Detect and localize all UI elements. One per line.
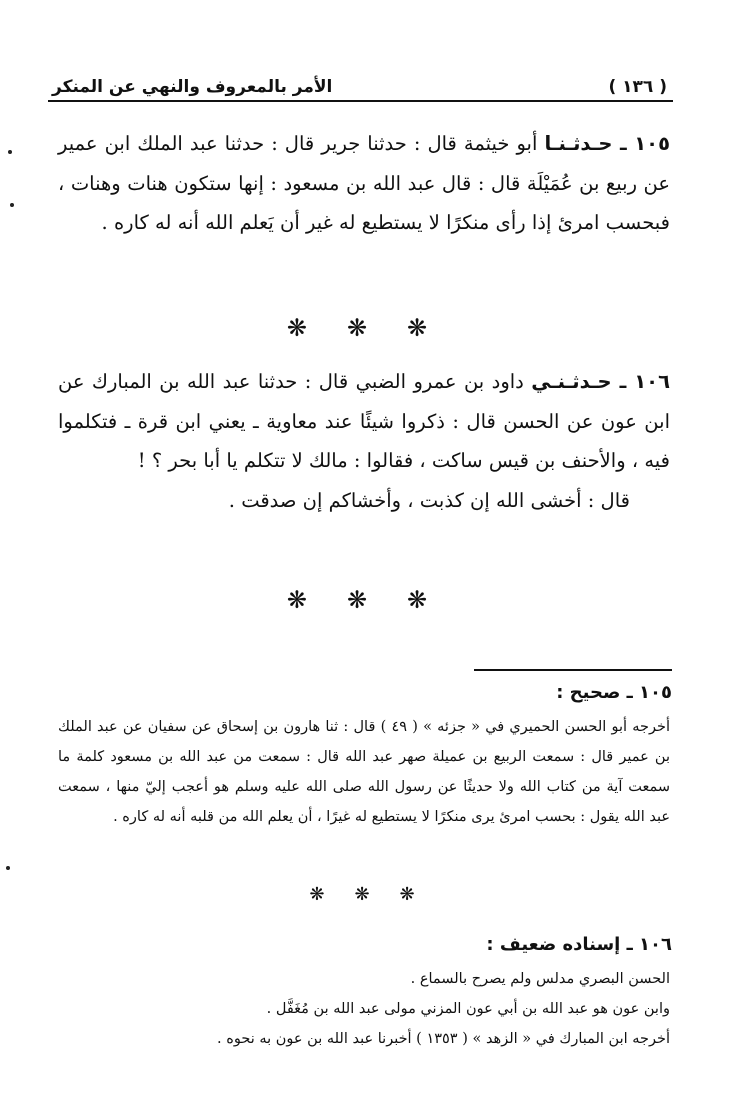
footnote-separator: ❋❋❋: [309, 884, 445, 905]
hadith-106-reply: قال : أخشى الله إن كذبت ، وأخشاكم إن صدقت .: [228, 488, 630, 512]
footnote-106-line: الحسن البصري مدلس ولم يصرح بالسماع .: [410, 971, 670, 987]
hadith-105-number: ١٠٥ ـ حـدثـنـا: [544, 132, 670, 155]
header-title: الأمر بالمعروف والنهي عن المنكر: [52, 77, 333, 97]
section-separator: ❋❋❋: [286, 586, 468, 614]
footnote-105-heading: ١٠٥ ـ صحيح :: [556, 682, 672, 703]
footnote-106-line: وابن عون هو عبد الله بن أبي عون المزني مولى عبد الله بن مُغَفَّل .: [266, 1001, 670, 1017]
footnote-105: [58, 712, 670, 832]
hadith-106-text: داود بن عمرو الضبي قال : حدثنا عبد الله بن المبارك عن ابن عون عن الحسن قال : ذكروا شيئًا عند معاوية ـ يعني ابن قرة ـ فتكلموا فيه ، والأحنف بن قيس ساكت ، فقالوا : مالك لا تتكلم يا أبا بحر ؟ !: [58, 370, 670, 472]
footnote-106-heading: ١٠٦ ـ إسناده ضعيف :: [486, 934, 672, 955]
footnote-106: [58, 964, 670, 1054]
running-header: [48, 72, 673, 102]
hadith-105-text: أبو خيثمة قال : حدثنا جرير قال : حدثنا عبد الملك ابن عمير عن ربيع بن عُمَيْلَة قال : قال عبد الله بن مسعود : إنها ستكون هنات وهنات ، فبحسب امرئ إذا رأى منكرًا لا يستطيع له غير أن يَعلم الله أنه له كاره .: [58, 132, 670, 234]
section-separator: ❋❋❋: [286, 314, 468, 342]
hadith-105: [58, 124, 670, 243]
footnote-divider: [474, 669, 672, 671]
hadith-106-paragraph: [58, 362, 670, 481]
page-number: ( ١٣٦ ): [608, 77, 667, 97]
scan-speck: [6, 866, 10, 870]
footnote-105-text: أخرجه أبو الحسن الحميري في « جزئه » ( ٤٩ ) قال : ثنا هارون بن إسحاق عن سفيان عن عبد الملك بن عمير قال : سمعت الربيع بن عميلة صهر عبد الله قال : سمعت من عبد الله بن مسعود كلمة ما سمعت آية من كتاب الله ولا حديثًا عن رسول الله صلى الله عليه وسلم هو أعجب إليّ منها ، سمعت عبد الله يقول : بحسب امرئ يرى منكرًا لا يستطيع له غيرًا ، أن يعلم الله من قلبه أنه له كاره .: [58, 719, 670, 825]
scan-speck: [8, 150, 12, 154]
hadith-106-number: ١٠٦ ـ حـدثـنـي: [531, 370, 670, 393]
hadith-105-paragraph: [58, 124, 670, 243]
scan-speck: [10, 203, 14, 207]
hadith-106: [58, 362, 670, 520]
footnote-106-line: أخرجه ابن المبارك في « الزهد » ( ١٣٥٣ ) أخبرنا عبد الله بن عون به نحوه .: [217, 1031, 670, 1047]
